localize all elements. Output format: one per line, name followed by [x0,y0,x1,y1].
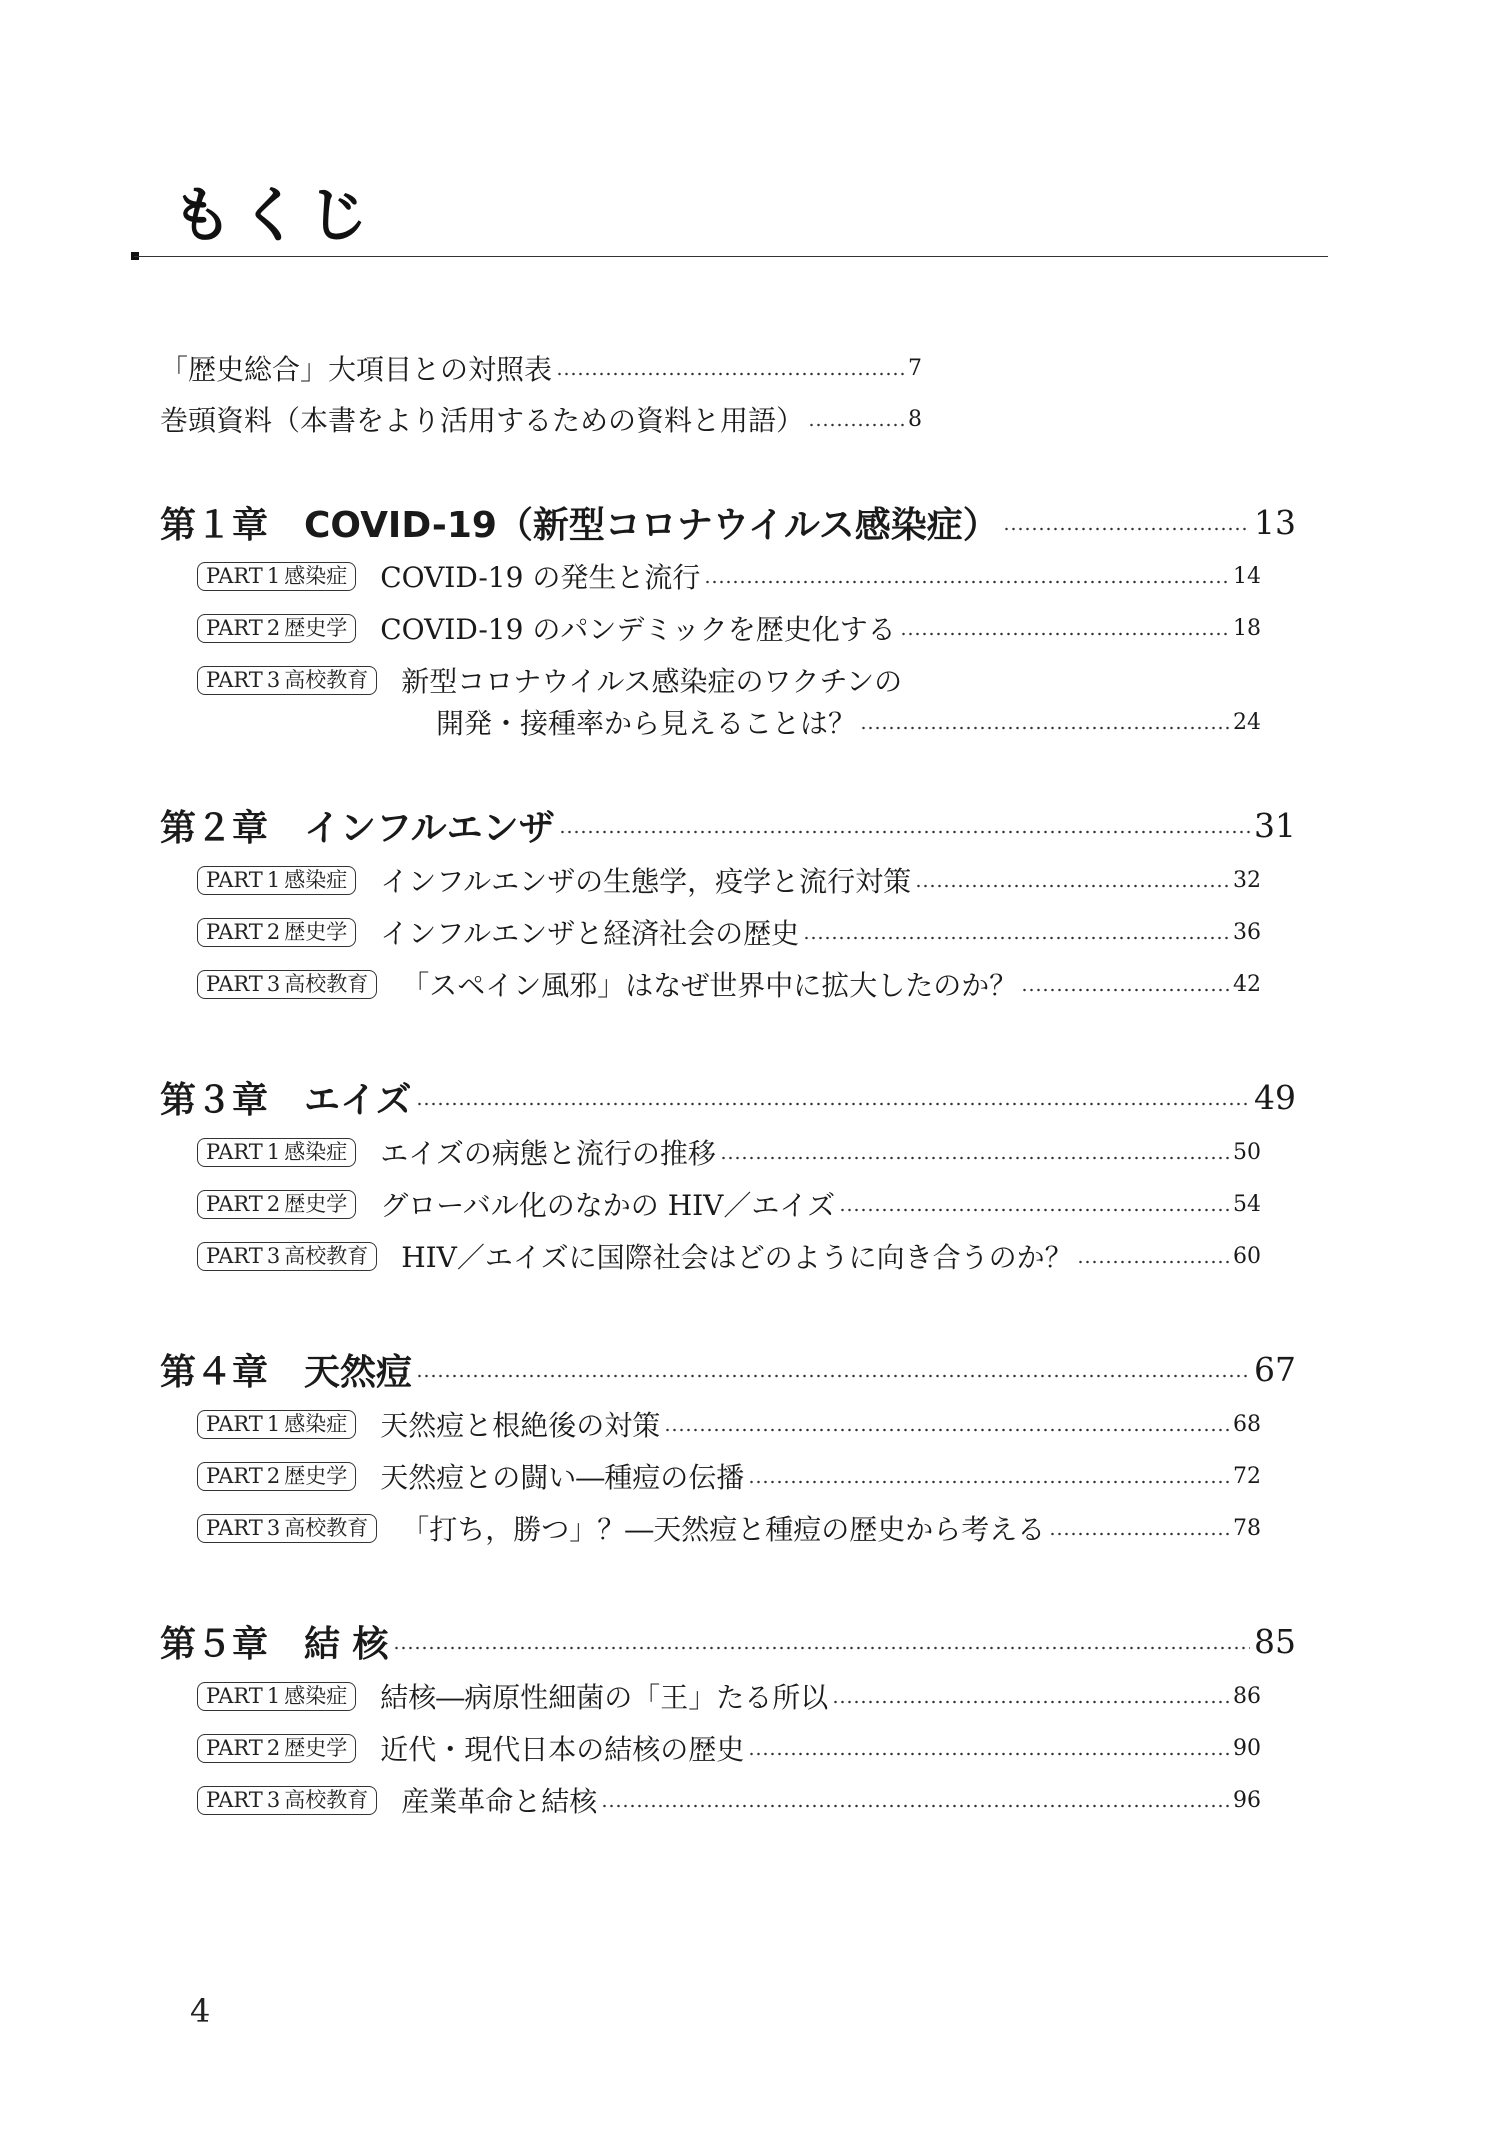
part-badge: PART 1 感染症 [197,562,356,591]
part-title: 天然痘と根絶後の対策 [380,1409,661,1442]
chapter-page: 49 [1254,1078,1296,1117]
part-badge: PART 1 感染症 [197,1410,356,1439]
dot-leader [556,372,904,376]
dot-leader [559,830,1250,834]
dot-leader [839,1208,1229,1212]
part-badge: PART 2 歴史学 [197,614,356,643]
chapter-label: 第５章 [160,1624,269,1665]
toc-entry-title: 「歴史総合」大項目との対照表 [160,353,553,386]
part-badge: PART 3 高校教育 [197,666,377,695]
part-badge: PART 2 歴史学 [197,1734,356,1763]
chapter-page: 67 [1254,1350,1296,1389]
part-badge: PART 2 歴史学 [197,1190,356,1219]
part-page: 54 [1233,1191,1261,1217]
chapter-5-part-2[interactable] [197,1728,1261,1768]
dot-leader [704,580,1229,584]
dot-leader [1077,1260,1229,1264]
chapter-3-part-1[interactable] [197,1132,1261,1172]
chapter-4-part-3[interactable] [197,1508,1261,1548]
part-badge: PART 3 高校教育 [197,1514,377,1543]
part-page: 14 [1233,563,1261,589]
part-title: 近代・現代日本の結核の歴史 [380,1733,745,1766]
part-title: エイズの病態と流行の推移 [380,1137,716,1170]
chapter-5-part-1[interactable] [197,1676,1261,1716]
dot-leader [1021,988,1229,992]
chapter-2-entry[interactable] [160,800,1296,851]
part-page: 90 [1233,1735,1261,1761]
part-badge: PART 1 感染症 [197,1138,356,1167]
dot-leader [803,936,1229,940]
part-title: 産業革命と結核 [401,1785,598,1818]
toc-entry-front-1[interactable] [160,348,922,388]
chapter-label: 第１章 [160,505,269,546]
part-badge: PART 2 歴史学 [197,918,356,947]
chapter-title: エイズ [304,1080,412,1121]
page-number: 4 [190,1992,211,2030]
dot-leader [808,423,904,427]
part-badge: PART 1 感染症 [197,866,356,895]
dot-leader [601,1804,1229,1808]
part-page: 42 [1233,971,1261,997]
chapter-4-part-2[interactable] [197,1456,1261,1496]
part-badge: PART 1 感染症 [197,1682,356,1711]
part-page: 86 [1233,1683,1261,1709]
chapter-title: インフルエンザ [304,808,555,849]
dot-leader [860,726,1229,730]
part-title: 新型コロナウイルス感染症のワクチンの [401,665,903,698]
toc-entry-page: 7 [908,355,922,381]
chapter-1-entry[interactable] [160,497,1296,548]
dot-leader [900,632,1229,636]
chapter-2-part-1[interactable] [197,860,1261,900]
part-title: 「スペイン風邪」はなぜ世界中に拡大したのか？ [401,969,1018,1002]
chapter-title: 結 核 [304,1624,389,1665]
chapter-4-entry[interactable] [160,1344,1296,1395]
part-title: グローバル化のなかの HIV／エイズ [380,1189,836,1222]
dot-leader [832,1700,1229,1704]
part-badge: PART 2 歴史学 [197,1462,356,1491]
dot-leader [748,1752,1229,1756]
chapter-label: 第４章 [160,1352,269,1393]
part-title: COVID-19 のパンデミックを歴史化する [380,613,896,646]
chapter-1-part-3[interactable] [197,660,1261,700]
part-page: 32 [1233,867,1261,893]
part-title: インフルエンザと経済社会の歴史 [380,917,800,950]
toc-entry-title: 巻頭資料（本書をより活用するための資料と用語） [160,404,805,437]
dot-leader [1049,1532,1229,1536]
dot-leader [393,1646,1250,1650]
chapter-5-entry[interactable] [160,1616,1296,1667]
toc-entry-page: 8 [908,406,922,432]
part-title-cont: 開発・接種率から見えることは？ [436,707,857,740]
part-title: 結核―病原性細菌の「王」たる所以 [380,1681,829,1714]
chapter-1-part-1[interactable] [197,556,1261,596]
dot-leader [1003,527,1250,531]
chapter-5-part-3[interactable] [197,1780,1261,1820]
dot-leader [915,884,1229,888]
part-title: 「打ち，勝つ」？―天然痘と種痘の歴史から考える [401,1513,1046,1546]
part-badge: PART 3 高校教育 [197,1786,377,1815]
dot-leader [416,1102,1250,1106]
dot-leader [664,1428,1229,1432]
part-title: インフルエンザの生態学，疫学と流行対策 [380,865,912,898]
dot-leader [416,1374,1250,1378]
part-badge: PART 3 高校教育 [197,970,377,999]
chapter-3-part-3[interactable] [197,1236,1261,1276]
part-title: COVID-19 の発生と流行 [380,561,701,594]
chapter-page: 85 [1254,1622,1296,1661]
chapter-3-entry[interactable] [160,1072,1296,1123]
dot-leader [720,1156,1229,1160]
part-page: 36 [1233,919,1261,945]
part-page: 96 [1233,1787,1261,1813]
chapter-2-part-3[interactable] [197,964,1261,1004]
part-page: 68 [1233,1411,1261,1437]
chapter-2-part-2[interactable] [197,912,1261,952]
part-page: 60 [1233,1243,1261,1269]
chapter-page: 13 [1254,503,1296,542]
chapter-title: COVID-19（新型コロナウイルス感染症） [304,505,999,546]
toc-entry-front-2[interactable] [160,399,922,439]
part-title: HIV／エイズに国際社会はどのように向き合うのか？ [401,1241,1073,1274]
dot-leader [748,1480,1229,1484]
chapter-1-part-2[interactable] [197,608,1261,648]
chapter-4-part-1[interactable] [197,1404,1261,1444]
chapter-page: 31 [1254,806,1296,845]
part-page: 24 [1233,709,1261,735]
chapter-3-part-2[interactable] [197,1184,1261,1224]
part-page: 18 [1233,615,1261,641]
part-badge: PART 3 高校教育 [197,1242,377,1271]
chapter-1-part-3-cont[interactable] [436,702,1261,742]
chapter-title: 天然痘 [304,1352,413,1393]
part-page: 72 [1233,1463,1261,1489]
part-title: 天然痘との闘い―種痘の伝播 [380,1461,745,1494]
part-page: 78 [1233,1515,1261,1541]
chapter-label: 第３章 [160,1080,269,1121]
chapter-label: 第２章 [160,808,269,849]
page-title: もくじ [172,181,376,251]
part-page: 50 [1233,1139,1261,1165]
